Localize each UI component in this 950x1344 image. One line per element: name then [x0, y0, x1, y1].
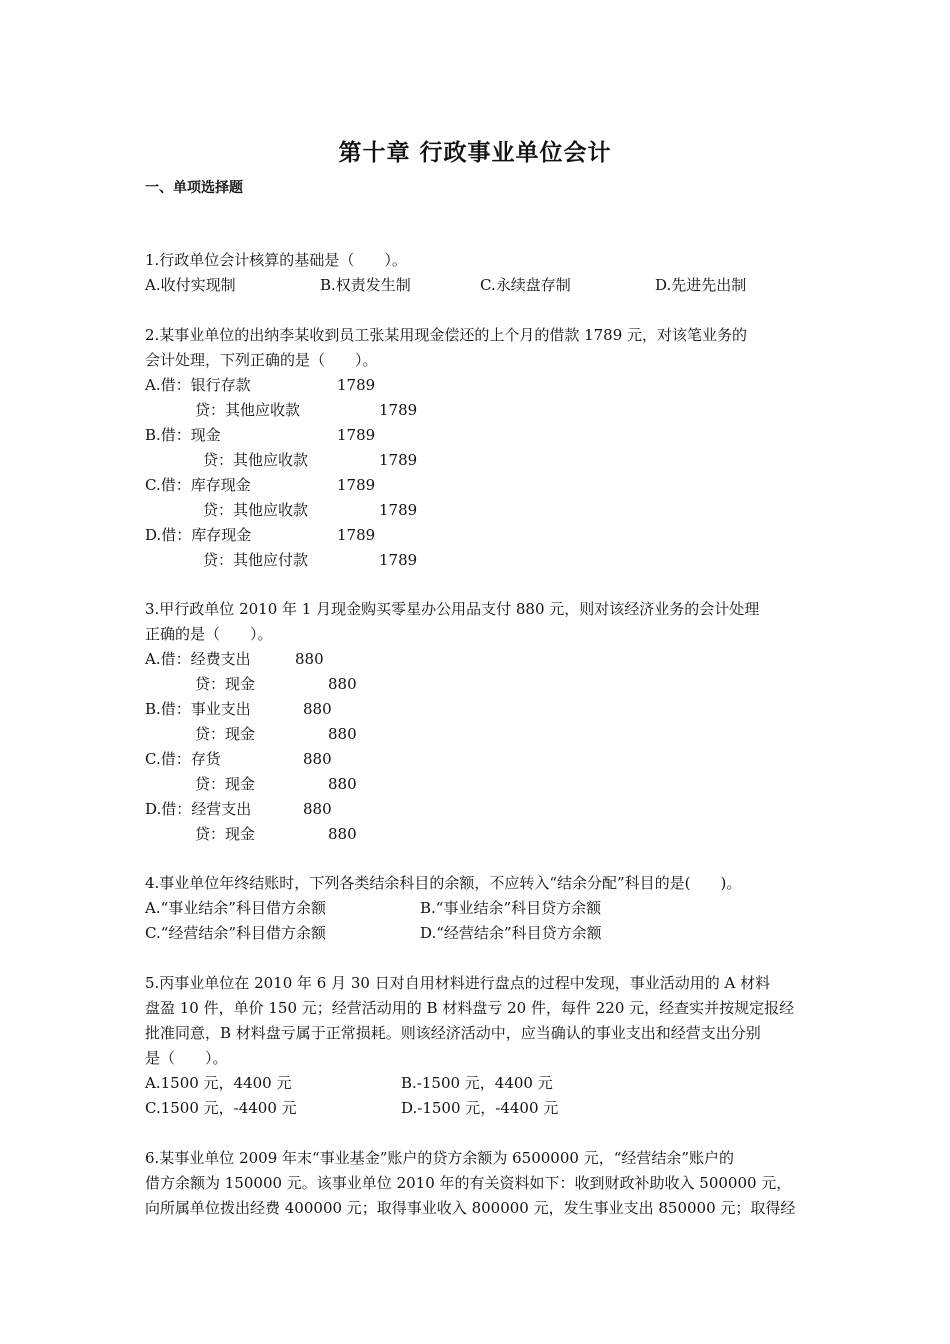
question-stem-line: 2.某事业单位的出纳李某收到员工张某用现金偿还的上个月的借款 1789 元，对该笔业务的: [145, 326, 748, 344]
option-a: A.1500 元，4400 元: [145, 1074, 292, 1092]
option-b: B.权责发生制: [320, 276, 411, 294]
option-c-credit: 贷：现金 880: [195, 775, 357, 793]
option-d-debit: D.借：库存现金 1789: [145, 526, 376, 544]
option-d: D.“经营结余”科目贷方余额: [420, 924, 602, 942]
option-c: C.“经营结余”科目借方余额: [145, 924, 327, 942]
question-stem-line: 会计处理，下列正确的是（ ）。: [145, 351, 378, 369]
option-d-credit: 贷：其他应付款 1789: [203, 551, 418, 569]
option-c-debit: C.借：存货 880: [145, 750, 332, 768]
question-stem-line: 5.丙事业单位在 2010 年 6 月 30 日对自用材料进行盘点的过程中发现，事业活动用的 A 材料: [145, 974, 771, 992]
question-4: [145, 871, 810, 946]
option-a-debit: A.借：银行存款 1789: [145, 376, 376, 394]
options-row: [145, 896, 810, 921]
option-d: D.先进先出制: [655, 276, 747, 294]
question-5: [145, 971, 810, 1121]
question-stem-line: 盘盈 10 件，单价 150 元；经营活动用的 B 材料盘亏 20 件，每件 220 元，经查实并按规定报经: [145, 999, 795, 1017]
question-3: [145, 597, 810, 847]
option-b-debit: B.借：现金 1789: [145, 426, 376, 444]
question-stem-line: 向所属单位拨出经费 400000 元；取得事业收入 800000 元，发生事业支出 850000 元；取得经: [145, 1199, 796, 1217]
question-stem: 4.事业单位年终结账时，下列各类结余科目的余额，不应转入“结余分配”科目的是( )。: [145, 874, 742, 892]
question-stem-line: 是（ ）。: [145, 1049, 228, 1067]
options-row: [145, 1071, 810, 1096]
options-row: [145, 921, 810, 946]
option-a-debit: A.借：经费支出 880: [145, 650, 324, 668]
question-2: [145, 323, 810, 573]
option-d: D.-1500 元，-4400 元: [401, 1099, 559, 1117]
question-stem-line: 3.甲行政单位 2010 年 1 月现金购买零星办公用品支付 880 元，则对该经济业务的会计处理: [145, 600, 760, 618]
option-a-credit: 贷：其他应收款 1789: [195, 401, 418, 419]
option-a: A.收付实现制: [145, 276, 236, 294]
option-b: B.-1500 元，4400 元: [401, 1074, 553, 1092]
option-c: C.1500 元，-4400 元: [145, 1099, 297, 1117]
option-c-debit: C.借：库存现金 1789: [145, 476, 376, 494]
section-heading: 一、单项选择题: [145, 180, 243, 196]
option-c: C.永续盘存制: [480, 276, 571, 294]
option-d-credit: 贷：现金 880: [195, 825, 357, 843]
option-b-debit: B.借：事业支出 880: [145, 700, 332, 718]
option-b-credit: 贷：现金 880: [195, 725, 357, 743]
question-stem-line: 6.某事业单位 2009 年末“事业基金”账户的贷方余额为 6500000 元，“经营结余”账户的: [145, 1149, 735, 1167]
options-row: [145, 1096, 810, 1121]
option-c-credit: 贷：其他应收款 1789: [203, 501, 418, 519]
option-a: A.“事业结余”科目借方余额: [145, 899, 326, 917]
question-stem: 1.行政单位会计核算的基础是（ ）。: [145, 251, 407, 269]
chapter-title: 第十章 行政事业单位会计: [338, 140, 612, 166]
option-b-credit: 贷：其他应收款 1789: [203, 451, 418, 469]
question-1: [145, 248, 810, 298]
options-row: [145, 273, 810, 298]
question-6: [145, 1146, 810, 1221]
question-stem-line: 批准同意，B 材料盘亏属于正常损耗。则该经济活动中，应当确认的事业支出和经营支出分别: [145, 1024, 761, 1042]
question-stem-line: 借方余额为 150000 元。该事业单位 2010 年的有关资料如下：收到财政补助收入 500000 元，: [145, 1174, 792, 1192]
option-b: B.“事业结余”科目贷方余额: [420, 899, 602, 917]
question-stem-line: 正确的是（ ）。: [145, 625, 273, 643]
option-d-debit: D.借：经营支出 880: [145, 800, 332, 818]
option-a-credit: 贷：现金 880: [195, 675, 357, 693]
